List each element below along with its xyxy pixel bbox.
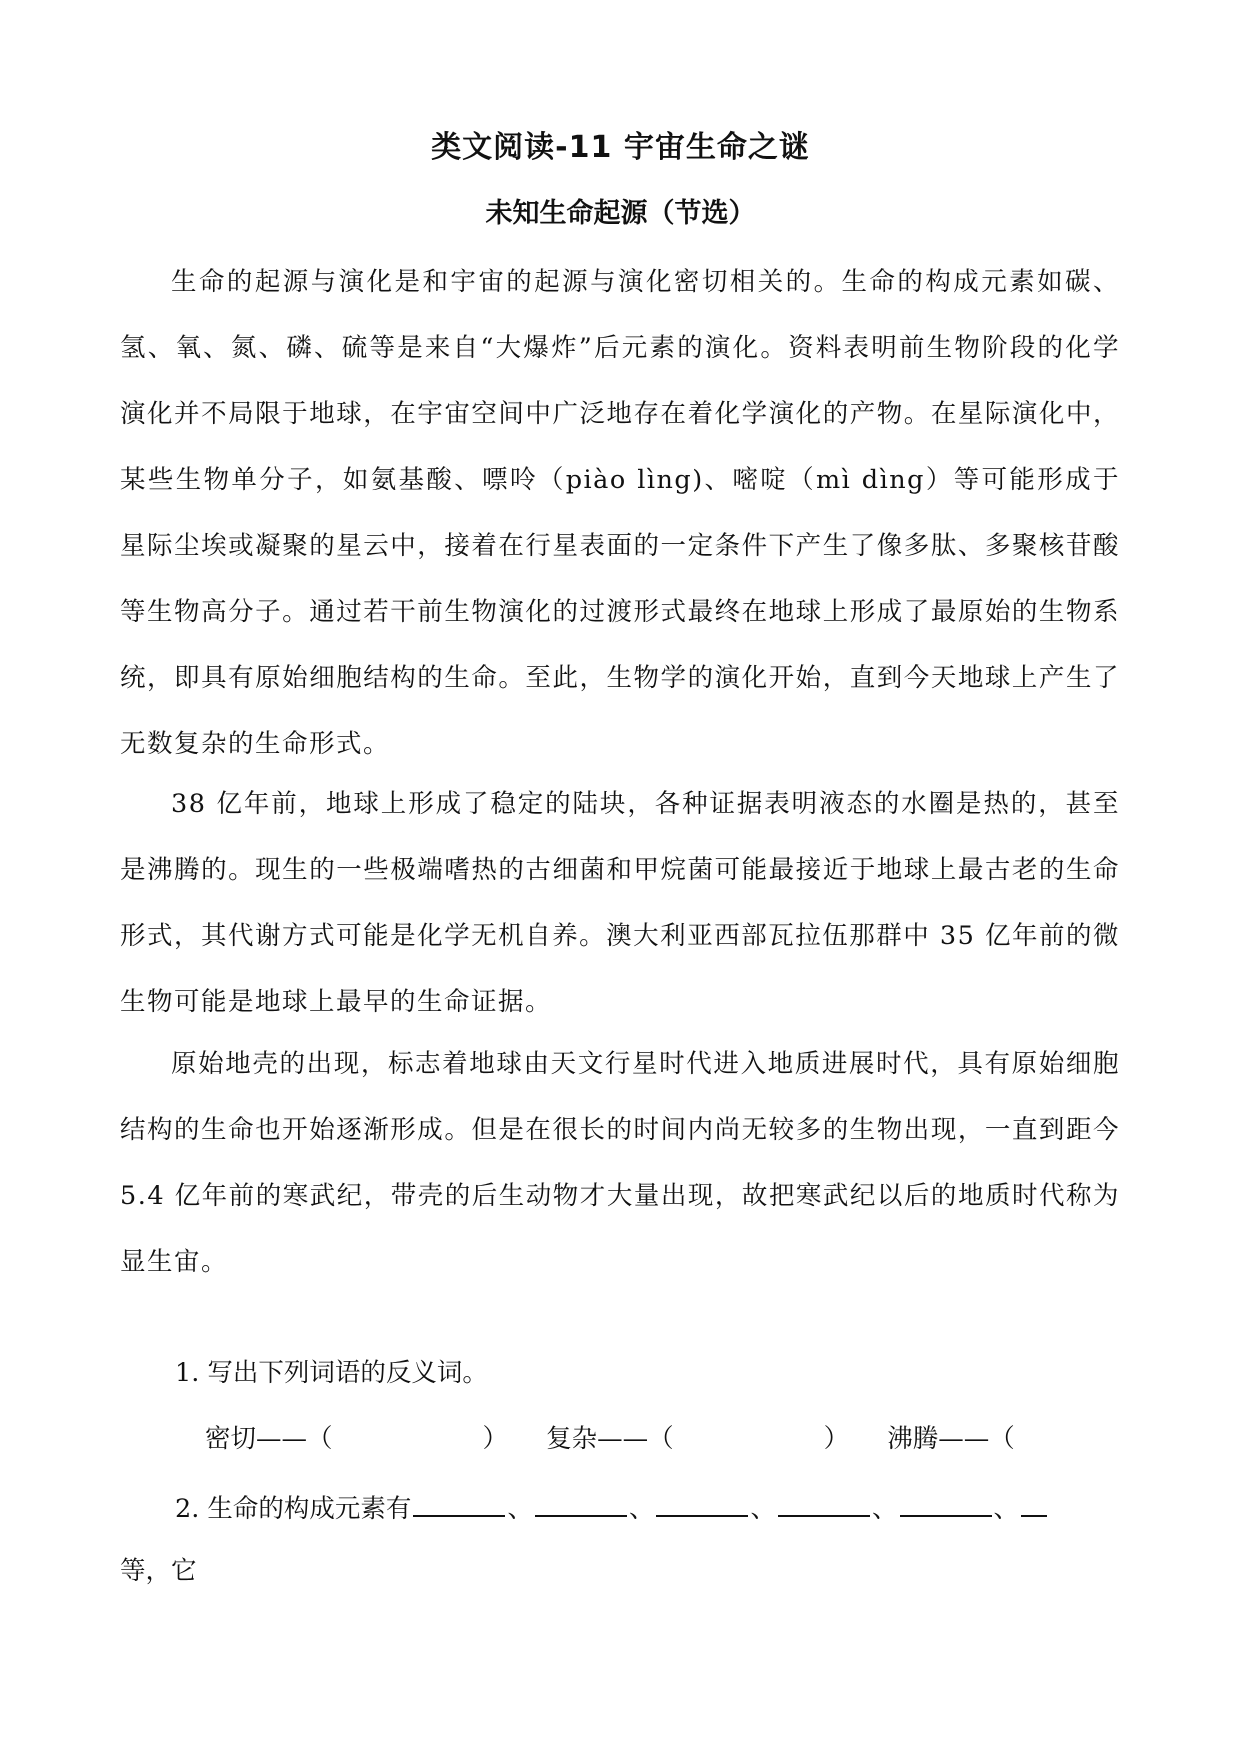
question-1-prompt: 1. 写出下列词语的反义词。 — [175, 1358, 488, 1388]
element-blank-6[interactable] — [1021, 1485, 1047, 1517]
element-blank-5[interactable] — [900, 1485, 992, 1517]
passage-paragraph-3: 原始地壳的出现，标志着地球由天文行星时代进入地质进展时代，具有原始细胞结构的生命也开始逐渐形成。但是在很长的时间内尚无较多的生物出现，一直到距今 5.4 亿年前的寒武纪，带壳的后生动物才大量出现，故把寒武纪以后的地质时代称为显生宙。 — [120, 1049, 1120, 1277]
question-1-answer-row — [205, 1419, 1015, 1459]
element-blank-1[interactable] — [413, 1485, 505, 1517]
page-title: 类文阅读-11 宇宙生命之谜 — [431, 130, 810, 165]
blank-separator: 、 — [628, 1494, 655, 1524]
antonym-word-1: 密切——（ — [205, 1424, 333, 1454]
question-2-prompt: 2. 生命的构成元素有 — [175, 1494, 412, 1524]
element-blank-4[interactable] — [778, 1485, 870, 1517]
question-2-continuation: 等，它 — [120, 1556, 197, 1586]
antonym-word-2: 复杂——（ — [546, 1424, 674, 1454]
blank-separator: 、 — [507, 1494, 533, 1524]
antonym-close-2: ） — [823, 1424, 850, 1454]
antonym-pair-3 — [887, 1419, 1015, 1459]
blank-separator: 、 — [750, 1494, 776, 1524]
question-2-row — [175, 1485, 1049, 1529]
antonym-pair-1 — [205, 1419, 508, 1459]
antonym-word-3: 沸腾——（ — [887, 1424, 1015, 1454]
element-blank-2[interactable] — [535, 1485, 627, 1517]
passage-paragraph-2: 38 亿年前，地球上形成了稳定的陆块，各种证据表明液态的水圈是热的，甚至是沸腾的。现生的一些极端嗜热的古细菌和甲烷菌可能最接近于地球上最古老的生命形式，其代谢方式可能是化学无机自养。澳大利亚西部瓦拉伍那群中 35 亿年前的微生物可能是地球上最早的生命证据。 — [120, 789, 1120, 1017]
passage-subtitle: 未知生命起源（节选） — [485, 198, 756, 229]
blank-separator: 、 — [993, 1494, 1020, 1524]
blank-separator: 、 — [871, 1494, 898, 1524]
element-blank-3[interactable] — [656, 1485, 748, 1517]
antonym-close-1: ） — [482, 1424, 509, 1454]
antonym-pair-2 — [546, 1419, 849, 1459]
passage-paragraph-1: 生命的起源与演化是和宇宙的起源与演化密切相关的。生命的构成元素如碳、氢、氧、氮、磷、硫等是来自“大爆炸”后元素的演化。资料表明前生物阶段的化学演化并不局限于地球，在宇宙空间中广泛地存在着化学演化的产物。在星际演化中，某些生物单分子，如氨基酸、嘌呤（piào lìng)、嘧啶（mì dìng）等可能形成于星际尘埃或凝聚的星云中，接着在行星表面的一定条件下产生了像多肽、多聚核苷酸等生物高分子。通过若干前生物演化的过渡形式最终在地球上形成了最原始的生物系统，即具有原始细胞结构的生命。至此，生物学的演化开始，直到今天地球上产生了无数复杂的生命形式。 — [120, 267, 1120, 759]
